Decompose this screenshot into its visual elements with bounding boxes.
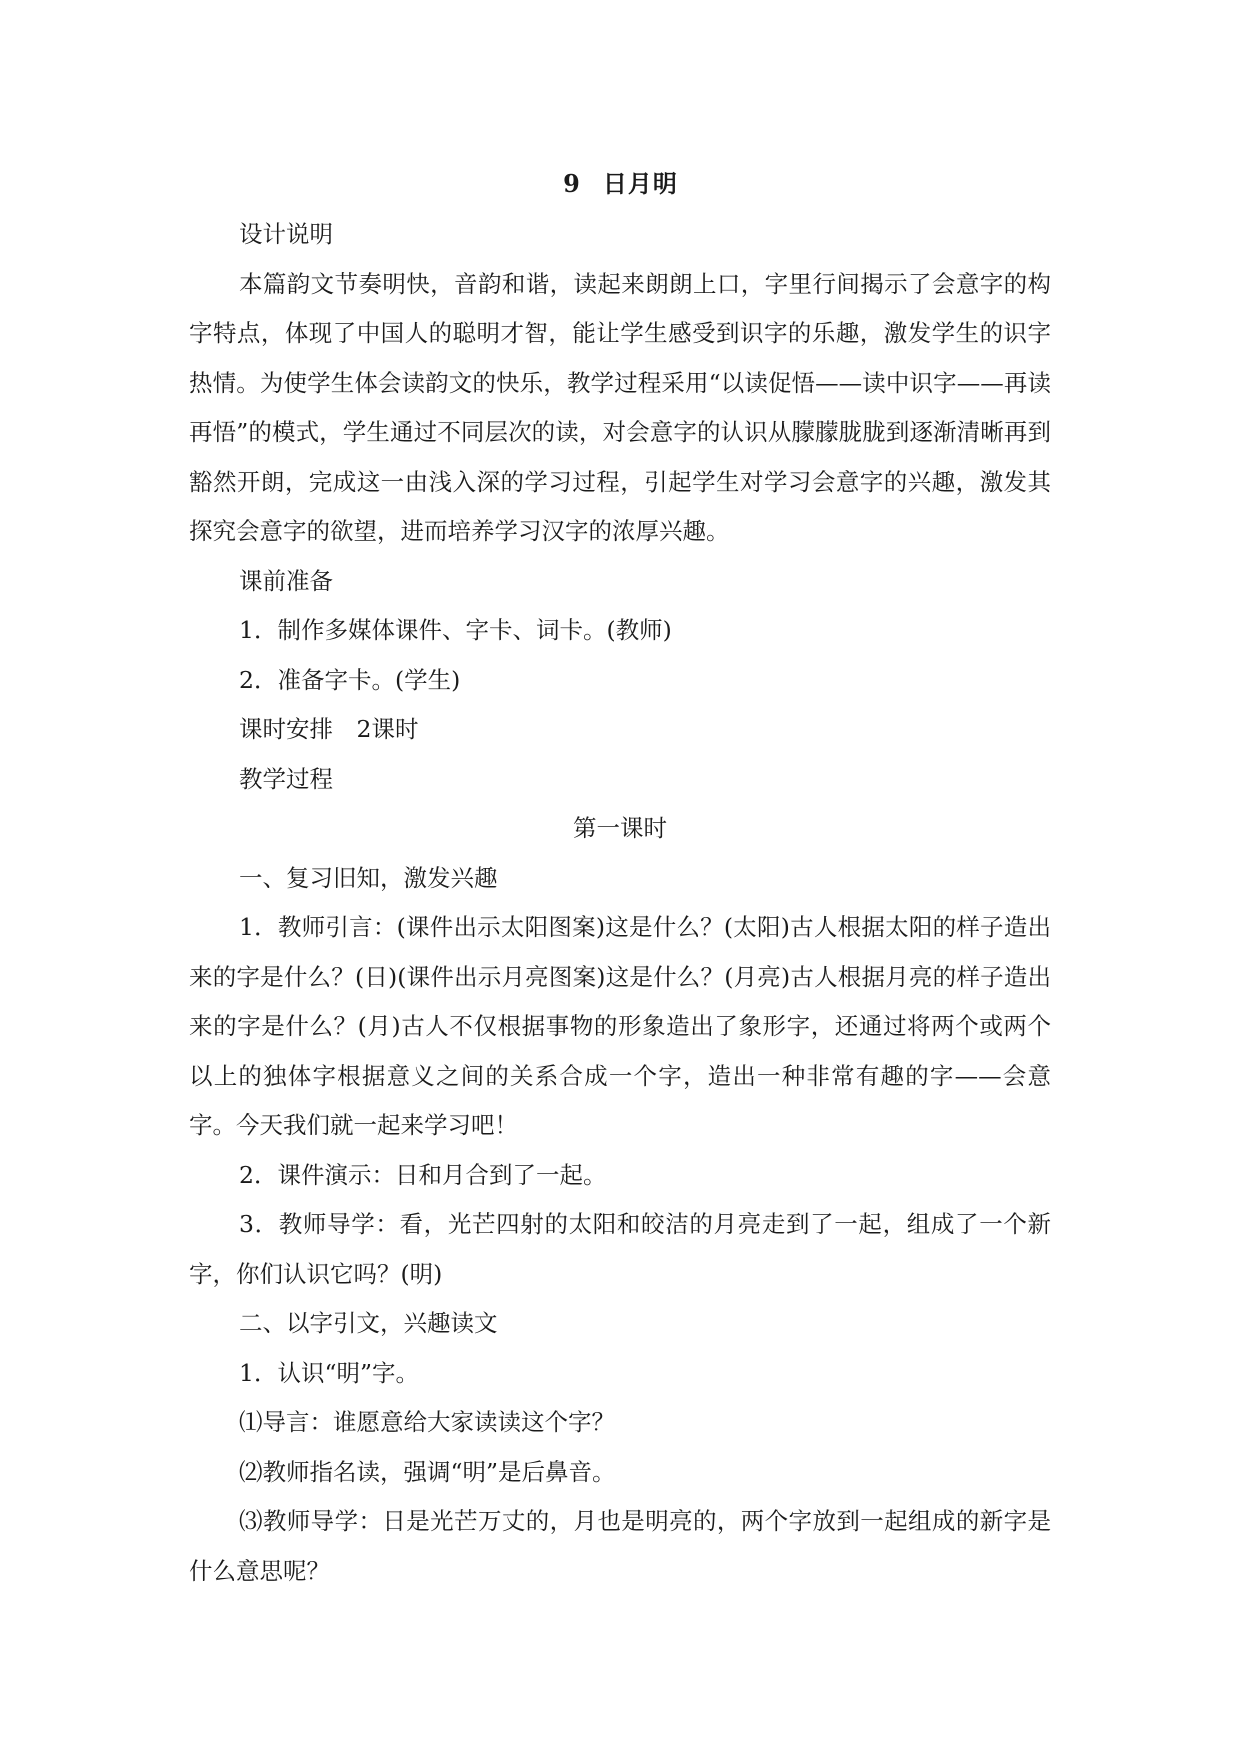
part1-heading: 一、复习旧知，激发兴趣 xyxy=(239,863,498,892)
part2-heading: 二、以字引文，兴趣读文 xyxy=(239,1309,498,1337)
part1-item-3: 3．教师导学：看，光芒四射的太阳和皎洁的月亮走到了一起，组成了一个新字，你们认识它吗？(明) xyxy=(189,1210,1051,1288)
prep-item-2: 2．准备字卡。(学生) xyxy=(239,665,461,694)
prep-heading: 课前准备 xyxy=(239,566,333,595)
part2-sub-2: ⑵教师指名读，强调“明”是后鼻音。 xyxy=(239,1457,616,1486)
schedule-line: 课时安排 2课时 xyxy=(239,715,419,743)
prep-item-1: 1．制作多媒体课件、字卡、词卡。(教师) xyxy=(239,616,672,644)
page-title xyxy=(0,164,1241,199)
lesson-number: 9 xyxy=(563,169,581,198)
part2-sub-1: ⑴导言：谁愿意给大家读读这个字？ xyxy=(239,1408,615,1436)
process-heading: 教学过程 xyxy=(239,764,333,793)
design-heading: 设计说明 xyxy=(239,220,333,248)
lesson-title: 日月明 xyxy=(602,169,678,198)
document-body xyxy=(189,210,1051,1596)
lesson1-heading: 第一课时 xyxy=(573,814,667,842)
part2-sub-3: ⑶教师导学：日是光芒万丈的，月也是明亮的，两个字放到一起组成的新字是什么意思呢？ xyxy=(189,1507,1051,1585)
part2-item-1: 1．认识“明”字。 xyxy=(239,1358,419,1387)
design-paragraph: 本篇韵文节奏明快，音韵和谐，读起来朗朗上口，字里行间揭示了会意字的构字特点，体现了中国人的聪明才智，能让学生感受到识字的乐趣，激发学生的识字热情。为使学生体会读韵文的快乐，教学过程采用“以读促悟——读中识字——再读再悟”的模式，学生通过不同层次的读，对会意字的认识从朦朦胧胧到逐渐清晰再到豁然开朗，完成这一由浅入深的学习过程，引起学生对学习会意字的兴趣，激发其探究会意字的欲望，进而培养学习汉字的浓厚兴趣。 xyxy=(189,269,1051,545)
part1-item-2: 2．课件演示：日和月合到了一起。 xyxy=(239,1160,607,1189)
part1-item-1: 1．教师引言：(课件出示太阳图案)这是什么？(太阳)古人根据太阳的样子造出来的字是什么？(日)(课件出示月亮图案)这是什么？(月亮)古人根据月亮的样子造出来的字是什么？(月)古人不仅根据事物的形象造出了象形字，还通过将两个或两个以上的独体字根据意义之间的关系合成一个字，造出一种非常有趣的字——会意字。今天我们就一起来学习吧！ xyxy=(189,913,1051,1139)
